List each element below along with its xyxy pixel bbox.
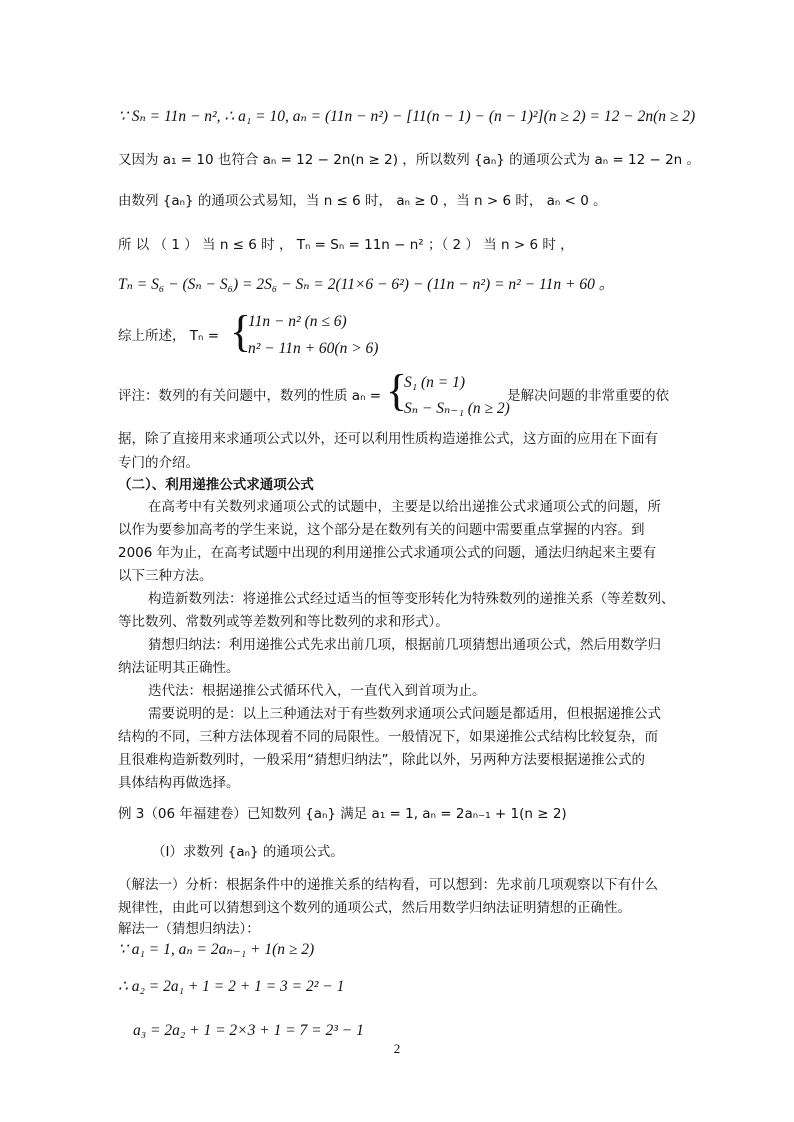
piecewise-case-2: n² − 11n + 60(n > 6) <box>248 340 379 357</box>
paragraph-line: 2006 年为止，在高考试题中出现的利用递推公式求通项公式的问题，通法归纳起来主要有 <box>118 545 657 561</box>
section-heading: （二）、利用递推公式求通项公式 <box>118 477 314 493</box>
text-line: 是解决问题的非常重要的依 <box>507 388 669 404</box>
remark-label: 评注：数列的有关问题中，数列的性质 aₙ = <box>118 388 382 404</box>
text-line: 据，除了直接用来求通项公式以外，还可以利用性质构造递推公式，这方面的应用在下面有 <box>118 431 658 447</box>
paragraph-line: 纳法证明其正确性。 <box>118 660 240 676</box>
example-title: 例 3（06 年福建卷）已知数列 {aₙ} 满足 a₁ = 1, aₙ = 2aₙ₋₁ + 1(n ≥ 2) <box>118 806 567 822</box>
formula-line: ∴ a₂ = 2a₁ + 1 = 2 + 1 = 3 = 2² − 1 <box>118 978 345 995</box>
paragraph-line: 以作为要参加高考的学生来说，这个部分是在数列有关的问题中需要重点掌握的内容。到 <box>118 522 645 538</box>
paragraph-line: 以下三种方法。 <box>118 568 213 584</box>
paragraph-line: 猜想归纳法：利用递推公式先求出前几项，根据前几项猜想出通项公式，然后用数学归 <box>148 637 661 653</box>
question-part-1: （Ⅰ）求数列 {aₙ} 的通项公式。 <box>152 844 344 860</box>
text-line: 所 以 （ 1 ） 当 n ≤ 6 时 ， Tₙ = Sₙ = 11n − n² ；（ 2 ） 当 n > 6 时 ， <box>118 237 574 253</box>
solution-heading: 解法一（猜想归纳法）： <box>118 921 260 937</box>
summary-label: 综上所述， Tₙ = <box>118 328 220 344</box>
paragraph-line: 在高考中有关数列求通项公式的试题中，主要是以给出递推公式求通项公式的问题，所 <box>148 499 661 515</box>
piecewise-case-1: S₁ (n = 1) <box>404 374 466 391</box>
paragraph-line: 等比数列、常数列或等差数列和等比数列的求和形式）。 <box>118 614 449 630</box>
paragraph-line: 构造新数列法：将递推公式经过适当的恒等变形转化为特殊数列的递推关系（等差数列、 <box>148 591 675 607</box>
formula-line-tn: Tₙ = S₆ − (Sₙ − S₆) = 2S₆ − Sₙ = 2(11×6 − 6²) − (11n − n²) = n² − 11n + 60 。 <box>118 276 615 293</box>
text-line: 又因为 a₁ = 10 也符合 aₙ = 12 − 2n(n ≥ 2) ，所以数列 {aₙ} 的通项公式为 aₙ = 12 − 2n 。 <box>118 152 701 168</box>
formula-line: a₃ = 2a₂ + 1 = 2×3 + 1 = 7 = 2³ − 1 <box>133 1022 364 1039</box>
paragraph-line: 结构的不同，三种方法体现着不同的局限性。一般情况下，如果递推公式结构比较复杂，而 <box>118 729 658 745</box>
paragraph-line: 需要说明的是：以上三种通法对于有些数列求通项公式问题是都适用，但根据递推公式 <box>148 706 661 722</box>
text-line: 由数列 {aₙ} 的通项公式易知，当 n ≤ 6 时， aₙ ≥ 0 ，当 n > 6 时， aₙ < 0 。 <box>118 193 607 209</box>
page-number: 2 <box>393 1041 401 1056</box>
formula-line-sn: ∵ Sₙ = 11n − n², ∴ a₁ = 10, aₙ = (11n − n²) − [11(n − 1) − (n − 1)²](n ≥ 2) = 12 − 2n(n ≥ 2) <box>118 108 696 125</box>
left-brace: { <box>230 307 252 356</box>
paragraph-line: （解法一）分析：根据条件中的递推关系的结构看，可以想到：先求前几项观察以下有什么 <box>118 877 658 893</box>
paragraph-line: 具体结构再做选择。 <box>118 775 240 791</box>
paragraph-line: 迭代法：根据递推公式循环代入，一直代入到首项为止。 <box>148 683 486 699</box>
paragraph-line: 且很难构造新数列时，一般采用“猜想归纳法”，除此以外，另两种方法要根据递推公式的 <box>118 752 645 768</box>
piecewise-case-1: 11n − n² (n ≤ 6) <box>248 313 347 330</box>
piecewise-case-2: Sₙ − Sₙ₋₁ (n ≥ 2) <box>404 400 510 417</box>
formula-line: ∵ a₁ = 1, aₙ = 2aₙ₋₁ + 1(n ≥ 2) <box>118 941 315 958</box>
left-brace: { <box>386 366 408 415</box>
text-line: 专门的介绍。 <box>118 455 199 471</box>
paragraph-line: 规律性，由此可以猜想到这个数列的通项公式，然后用数学归纳法证明猜想的正确性。 <box>118 900 631 916</box>
